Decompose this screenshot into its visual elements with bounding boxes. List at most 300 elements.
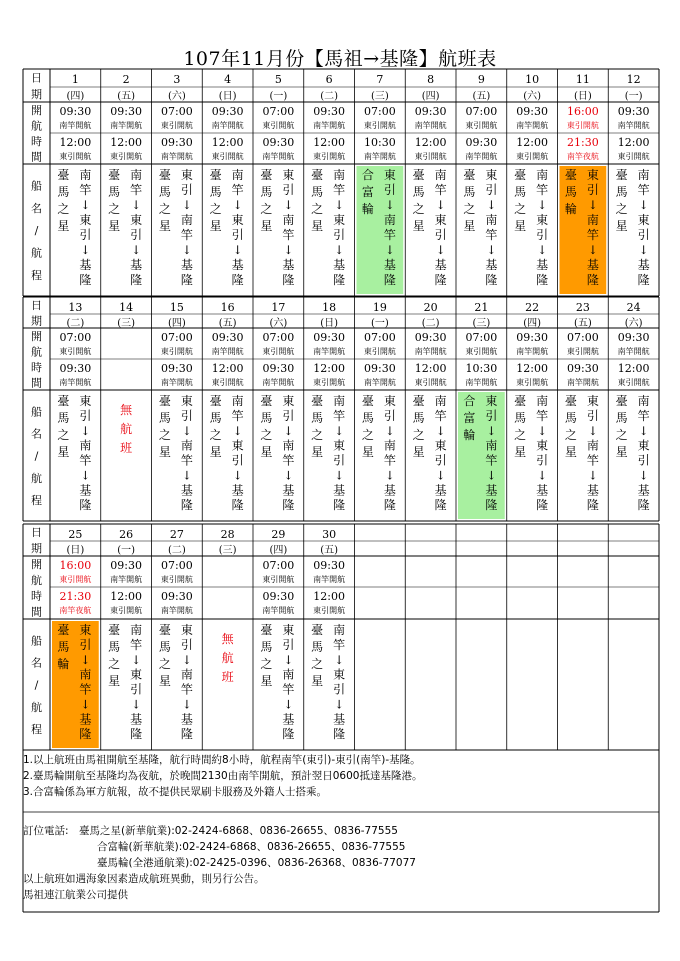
ship-name-char: 馬 xyxy=(412,411,425,425)
ship-name-char: 星 xyxy=(260,445,273,459)
route-char: 基 xyxy=(130,712,143,727)
row-label-time: 航 xyxy=(31,119,42,133)
route-char: 引 xyxy=(485,408,498,423)
departure-time: 09:30 xyxy=(262,136,295,149)
departure-time: 07:00 xyxy=(465,105,498,118)
day-number: 27 xyxy=(169,528,184,541)
route-char: 引 xyxy=(282,183,295,197)
route-char: 基 xyxy=(383,258,396,272)
route-char: ↓ xyxy=(283,468,294,483)
route-char: ↓ xyxy=(587,468,598,483)
departure-port: 南竿夜航 xyxy=(59,606,92,615)
departure-port: 南竿開航 xyxy=(262,378,295,387)
ship-name-char: 臺 xyxy=(158,168,171,182)
departure-time: 09:30 xyxy=(567,362,599,375)
ship-name-char: 之 xyxy=(463,202,476,216)
ship-name-char: 馬 xyxy=(514,185,527,199)
departure-time: 09:30 xyxy=(262,362,295,375)
departure-time: 07:00 xyxy=(161,331,193,344)
ship-name-char: 臺 xyxy=(57,394,70,408)
row-label-time: 航 xyxy=(31,345,42,359)
route-char: ↓ xyxy=(232,423,243,438)
ship-name-char: 星 xyxy=(412,445,425,459)
route-char: 竿 xyxy=(333,408,346,423)
departure-time: 21:30 xyxy=(59,590,92,603)
ship-name-char: 馬 xyxy=(514,411,527,425)
route-char: 引 xyxy=(333,682,346,697)
row-label-time: 開 xyxy=(31,329,42,343)
route-char: 東 xyxy=(130,213,143,227)
day-weekday: (五) xyxy=(573,318,592,329)
day-number: 4 xyxy=(224,73,232,86)
departure-port: 南竿開航 xyxy=(465,378,498,387)
route-char: ↓ xyxy=(638,423,649,438)
route-char: ↓ xyxy=(283,198,294,212)
ship-name-char: 富 xyxy=(463,411,476,425)
departure-time: 12:00 xyxy=(110,590,142,603)
ship-name-char: 馬 xyxy=(158,640,171,654)
departure-time: 09:30 xyxy=(617,331,650,344)
departure-time: 12:00 xyxy=(110,136,142,149)
route-char: 基 xyxy=(637,258,650,272)
ship-name-char: 星 xyxy=(260,219,273,233)
no-flight-label: 無 xyxy=(120,403,133,417)
route-char: 竿 xyxy=(485,228,498,242)
route-char: 東 xyxy=(231,438,244,453)
route-char: 隆 xyxy=(333,727,346,742)
note-1: 1.以上航班由馬祖開航至基隆，航行時間約8小時，航程南竿(東引)-東引(南竿)-基隆。 xyxy=(23,754,421,766)
day-number: 29 xyxy=(271,528,286,541)
ship-name-char: 星 xyxy=(463,219,476,233)
day-number: 30 xyxy=(322,528,337,541)
ship-name-char: 馬 xyxy=(108,640,121,654)
route-char: ↓ xyxy=(486,468,497,483)
day-weekday: (三) xyxy=(472,318,491,329)
route-char: 引 xyxy=(282,637,295,652)
route-char: 竿 xyxy=(383,453,396,468)
route-char: 南 xyxy=(637,168,650,182)
route-char: ↓ xyxy=(131,198,142,212)
ship-name-char: 臺 xyxy=(361,394,374,408)
route-char: ↓ xyxy=(537,198,548,212)
row-label-time: 開 xyxy=(31,103,42,117)
row-label-ship: 程 xyxy=(31,268,42,282)
departure-time: 07:00 xyxy=(262,559,295,572)
route-char: 竿 xyxy=(586,228,599,242)
departure-port: 南竿開航 xyxy=(160,606,193,615)
route-char: 隆 xyxy=(637,273,650,287)
departure-time: 09:30 xyxy=(161,590,193,603)
ship-name-char: 之 xyxy=(260,202,273,216)
row-label-date: 日 xyxy=(31,526,42,540)
route-char: 南 xyxy=(282,667,295,682)
departure-port: 東引開航 xyxy=(160,121,193,130)
departure-port: 南竿開航 xyxy=(160,378,193,387)
route-char: 東 xyxy=(79,394,92,408)
route-char: 引 xyxy=(434,453,447,468)
route-char: 引 xyxy=(79,228,92,242)
route-char: 東 xyxy=(79,213,92,227)
ship-name-char: 臺 xyxy=(108,168,121,182)
day-number: 24 xyxy=(626,301,641,314)
notes-section xyxy=(23,752,659,800)
row-label-time: 時 xyxy=(31,134,42,148)
ship-name-char: 臺 xyxy=(514,394,527,408)
route-char: 南 xyxy=(79,438,92,453)
route-char: ↓ xyxy=(283,652,294,667)
departure-time: 09:30 xyxy=(110,559,142,572)
ship-name-char: 馬 xyxy=(158,411,171,425)
ship-name-char: 馬 xyxy=(260,640,273,654)
day-number: 13 xyxy=(68,301,83,314)
route-char: ↓ xyxy=(334,243,345,257)
day-number: 5 xyxy=(274,73,282,86)
day-number: 7 xyxy=(376,73,384,86)
route-char: 南 xyxy=(282,213,295,227)
contacts-footer-1: 以上航班如遇海象因素造成航班異動，則另行公告。 xyxy=(23,873,265,885)
day-number: 23 xyxy=(575,301,590,314)
ship-name-char: 之 xyxy=(564,428,577,442)
route-char: ↓ xyxy=(181,652,192,667)
route-char: 隆 xyxy=(180,273,193,287)
row-label-ship: 航 xyxy=(31,246,42,260)
route-char: 基 xyxy=(637,483,650,498)
ship-name-char: 馬 xyxy=(361,411,374,425)
departure-time: 09:30 xyxy=(364,362,396,375)
departure-port: 南竿開航 xyxy=(465,152,498,161)
departure-port: 東引開航 xyxy=(110,152,143,161)
departure-port: 東引開航 xyxy=(414,378,447,387)
row-label-ship: 船 xyxy=(31,405,42,419)
day-weekday: (五) xyxy=(472,91,491,102)
row-label-time: 時 xyxy=(31,360,42,374)
day-number: 16 xyxy=(220,301,235,314)
route-char: 基 xyxy=(231,258,244,272)
route-char: 東 xyxy=(333,667,346,682)
contacts-section xyxy=(23,823,659,903)
route-char: 竿 xyxy=(434,408,447,423)
departure-time: 16:00 xyxy=(567,105,599,118)
route-char: 東 xyxy=(485,394,498,408)
departure-port: 南竿開航 xyxy=(313,121,346,130)
departure-time: 09:30 xyxy=(313,331,345,344)
route-char: 隆 xyxy=(536,498,549,513)
route-char: 南 xyxy=(485,213,498,227)
route-char: 基 xyxy=(586,483,599,498)
route-char: ↓ xyxy=(181,697,192,712)
route-char: 引 xyxy=(231,228,244,242)
row-label-ship: 航 xyxy=(31,700,42,714)
row-label-ship: 名 xyxy=(31,201,42,215)
route-char: 基 xyxy=(434,258,447,272)
day-number: 21 xyxy=(474,301,489,314)
ship-name-char: 之 xyxy=(108,657,121,671)
route-char: 引 xyxy=(485,183,498,197)
day-number: 3 xyxy=(173,73,181,86)
row-label-date: 日 xyxy=(31,71,42,85)
day-number: 9 xyxy=(477,73,485,86)
route-char: 隆 xyxy=(383,498,396,513)
route-char: 竿 xyxy=(383,228,396,242)
route-char: 東 xyxy=(130,667,143,682)
route-char: 隆 xyxy=(231,273,244,287)
route-char: 基 xyxy=(282,483,295,498)
route-char: 東 xyxy=(79,623,92,637)
departure-port: 東引開航 xyxy=(59,152,92,161)
ship-name-char: 馬 xyxy=(412,185,425,199)
day-weekday: (二) xyxy=(320,91,339,102)
day-weekday: (四) xyxy=(421,91,440,102)
day-weekday: (六) xyxy=(269,318,288,329)
ship-name-char: 臺 xyxy=(57,168,70,182)
departure-port: 南竿開航 xyxy=(59,121,92,130)
departure-time: 10:30 xyxy=(364,136,396,149)
route-char: 隆 xyxy=(282,727,295,742)
route-char: 竿 xyxy=(485,453,498,468)
ship-name-char: 之 xyxy=(514,202,527,216)
day-weekday: (四) xyxy=(269,545,288,556)
route-char: 竿 xyxy=(180,228,193,242)
day-number: 19 xyxy=(372,301,387,314)
route-char: ↓ xyxy=(384,243,395,257)
route-char: 南 xyxy=(536,394,549,408)
route-char: 引 xyxy=(333,453,346,468)
route-char: 竿 xyxy=(536,183,549,197)
departure-time: 12:00 xyxy=(414,362,447,375)
route-char: 基 xyxy=(333,712,346,727)
no-flight-label: 航 xyxy=(120,422,133,436)
route-char: 竿 xyxy=(231,183,244,197)
departure-port: 南竿開航 xyxy=(617,121,650,130)
ship-name-char: 星 xyxy=(260,674,273,688)
route-char: 基 xyxy=(130,258,143,272)
day-number: 22 xyxy=(525,301,540,314)
ship-name-char: 臺 xyxy=(615,394,628,408)
departure-time: 07:00 xyxy=(262,331,295,344)
route-char: ↓ xyxy=(435,243,446,257)
departure-time: 07:00 xyxy=(59,331,92,344)
route-char: ↓ xyxy=(80,243,91,257)
row-label-ship: 程 xyxy=(31,494,42,508)
departure-time: 07:00 xyxy=(364,331,396,344)
day-weekday: (二) xyxy=(167,545,186,556)
route-char: 隆 xyxy=(79,273,92,287)
route-char: 竿 xyxy=(282,682,295,697)
ship-name-char: 馬 xyxy=(463,185,476,199)
ship-name-char: 臺 xyxy=(564,394,577,408)
day-weekday: (五) xyxy=(218,318,237,329)
route-char: 南 xyxy=(333,394,346,408)
departure-time: 07:00 xyxy=(262,105,295,118)
contact-line-2: 合富輪(新華航業):02-2424-6868、0836-26655、0836-77555 xyxy=(97,841,406,853)
route-char: ↓ xyxy=(283,243,294,257)
departure-port: 南竿開航 xyxy=(110,575,143,584)
ship-name-char: 星 xyxy=(564,445,577,459)
route-char: 東 xyxy=(231,213,244,227)
day-weekday: (日) xyxy=(66,545,85,556)
route-char: 引 xyxy=(586,408,599,423)
ship-name-char: 馬 xyxy=(260,185,273,199)
route-char: 竿 xyxy=(130,637,143,652)
ship-name-char: 臺 xyxy=(311,623,324,637)
ship-name-char: 星 xyxy=(108,219,121,233)
departure-time: 12:00 xyxy=(516,362,548,375)
departure-time: 07:00 xyxy=(161,559,193,572)
day-number: 8 xyxy=(427,73,435,86)
route-char: 南 xyxy=(586,438,599,453)
ship-name-char: 馬 xyxy=(311,185,324,199)
route-char: 引 xyxy=(130,682,143,697)
ship-name-char: 星 xyxy=(158,219,171,233)
route-char: ↓ xyxy=(80,423,91,438)
row-label-time: 間 xyxy=(31,150,42,164)
ship-name-char: 臺 xyxy=(209,394,222,408)
no-flight-label: 航 xyxy=(221,651,234,665)
route-char: 竿 xyxy=(333,637,346,652)
departure-time: 12:00 xyxy=(617,136,650,149)
ship-name-char: 合 xyxy=(463,394,476,408)
departure-port: 南竿開航 xyxy=(313,575,346,584)
ship-name-char: 臺 xyxy=(412,394,425,408)
day-number: 18 xyxy=(322,301,337,314)
ship-name-char: 臺 xyxy=(260,168,273,182)
route-char: ↓ xyxy=(384,468,395,483)
ship-name-char: 星 xyxy=(615,219,628,233)
route-char: 隆 xyxy=(485,273,498,287)
route-char: 引 xyxy=(180,408,193,423)
departure-time: 21:30 xyxy=(567,136,599,149)
route-char: ↓ xyxy=(334,423,345,438)
ship-name-char: 星 xyxy=(209,219,222,233)
departure-port: 東引開航 xyxy=(262,575,295,584)
row-label-ship: 航 xyxy=(31,471,42,485)
ship-name-char: 星 xyxy=(412,219,425,233)
route-char: 南 xyxy=(180,667,193,682)
route-char: 引 xyxy=(586,183,599,197)
day-weekday: (二) xyxy=(421,318,440,329)
row-label-ship: / xyxy=(34,678,39,692)
departure-port: 南竿開航 xyxy=(160,152,193,161)
departure-time: 07:00 xyxy=(364,105,396,118)
route-char: ↓ xyxy=(435,423,446,438)
departure-time: 12:00 xyxy=(313,362,345,375)
route-char: 基 xyxy=(79,483,92,498)
route-char: 竿 xyxy=(79,183,92,197)
route-char: 竿 xyxy=(79,453,92,468)
ship-name-char: 馬 xyxy=(311,640,324,654)
route-char: 南 xyxy=(586,213,599,227)
route-char: 隆 xyxy=(180,727,193,742)
departure-time: 09:30 xyxy=(110,105,142,118)
route-char: 基 xyxy=(383,483,396,498)
departure-port: 東引開航 xyxy=(313,606,346,615)
route-char: ↓ xyxy=(131,652,142,667)
route-char: ↓ xyxy=(587,198,598,212)
departure-port: 東引開航 xyxy=(211,378,244,387)
route-char: ↓ xyxy=(80,652,91,667)
row-label-date: 日 xyxy=(31,298,42,312)
day-number: 6 xyxy=(325,73,333,86)
ship-name-char: 星 xyxy=(615,445,628,459)
day-weekday: (一) xyxy=(370,318,389,329)
route-char: 引 xyxy=(79,408,92,423)
departure-port: 東引開航 xyxy=(313,152,346,161)
route-char: ↓ xyxy=(283,423,294,438)
ship-name-char: 星 xyxy=(311,674,324,688)
route-char: 隆 xyxy=(586,498,599,513)
route-char: 引 xyxy=(434,228,447,242)
route-char: 引 xyxy=(282,408,295,423)
route-char: 南 xyxy=(434,394,447,408)
route-char: 引 xyxy=(231,453,244,468)
route-char: 隆 xyxy=(586,273,599,287)
departure-time: 12:00 xyxy=(617,362,650,375)
departure-port: 東引開航 xyxy=(566,121,599,130)
route-char: 東 xyxy=(180,623,193,637)
route-char: 竿 xyxy=(282,228,295,242)
ship-name-char: 星 xyxy=(57,219,70,233)
note-3: 3.合富輪係為軍方航報，故不提供民眾刷卡服務及外籍人士搭乘。 xyxy=(23,786,328,798)
route-char: 隆 xyxy=(79,727,92,742)
ship-name-char: 星 xyxy=(158,674,171,688)
departure-port: 東引開航 xyxy=(59,347,92,356)
route-char: 南 xyxy=(282,438,295,453)
route-char: ↓ xyxy=(384,198,395,212)
ship-name-char: 星 xyxy=(311,445,324,459)
route-char: 隆 xyxy=(180,498,193,513)
route-char: 竿 xyxy=(586,453,599,468)
row-label-ship: / xyxy=(34,449,39,463)
day-number: 11 xyxy=(575,73,590,86)
route-char: 竿 xyxy=(231,408,244,423)
ship-name-char: 輪 xyxy=(564,202,577,216)
departure-port: 南竿開航 xyxy=(211,347,244,356)
departure-time: 12:00 xyxy=(313,136,345,149)
ship-name-char: 馬 xyxy=(564,185,577,199)
departure-port: 東引開航 xyxy=(110,606,143,615)
day-number: 28 xyxy=(220,528,235,541)
ship-name-char: 臺 xyxy=(108,623,121,637)
route-char: 東 xyxy=(180,394,193,408)
ship-name-char: 馬 xyxy=(564,411,577,425)
row-label-time: 時 xyxy=(31,589,42,603)
route-char: 竿 xyxy=(637,183,650,197)
route-char: ↓ xyxy=(486,198,497,212)
day-weekday: (六) xyxy=(167,91,186,102)
ship-name-char: 輪 xyxy=(361,202,374,216)
ship-name-char: 之 xyxy=(311,202,324,216)
ship-name-char: 馬 xyxy=(209,411,222,425)
route-char: 東 xyxy=(637,213,650,227)
ship-name-char: 之 xyxy=(209,428,222,442)
departure-time: 12:00 xyxy=(313,590,345,603)
route-char: ↓ xyxy=(435,468,446,483)
ship-name-char: 之 xyxy=(412,428,425,442)
ship-name-char: 之 xyxy=(158,428,171,442)
departure-port: 南竿開航 xyxy=(617,347,650,356)
route-char: 隆 xyxy=(79,498,92,513)
route-char: 引 xyxy=(79,637,92,652)
departure-time: 09:30 xyxy=(313,105,345,118)
ship-name-char: 之 xyxy=(158,657,171,671)
route-char: ↓ xyxy=(131,697,142,712)
route-char: 南 xyxy=(333,623,346,637)
day-weekday: (四) xyxy=(523,318,542,329)
row-label-date: 期 xyxy=(31,87,42,101)
route-char: 竿 xyxy=(180,682,193,697)
route-char: 東 xyxy=(536,438,549,453)
route-char: 東 xyxy=(586,168,599,182)
